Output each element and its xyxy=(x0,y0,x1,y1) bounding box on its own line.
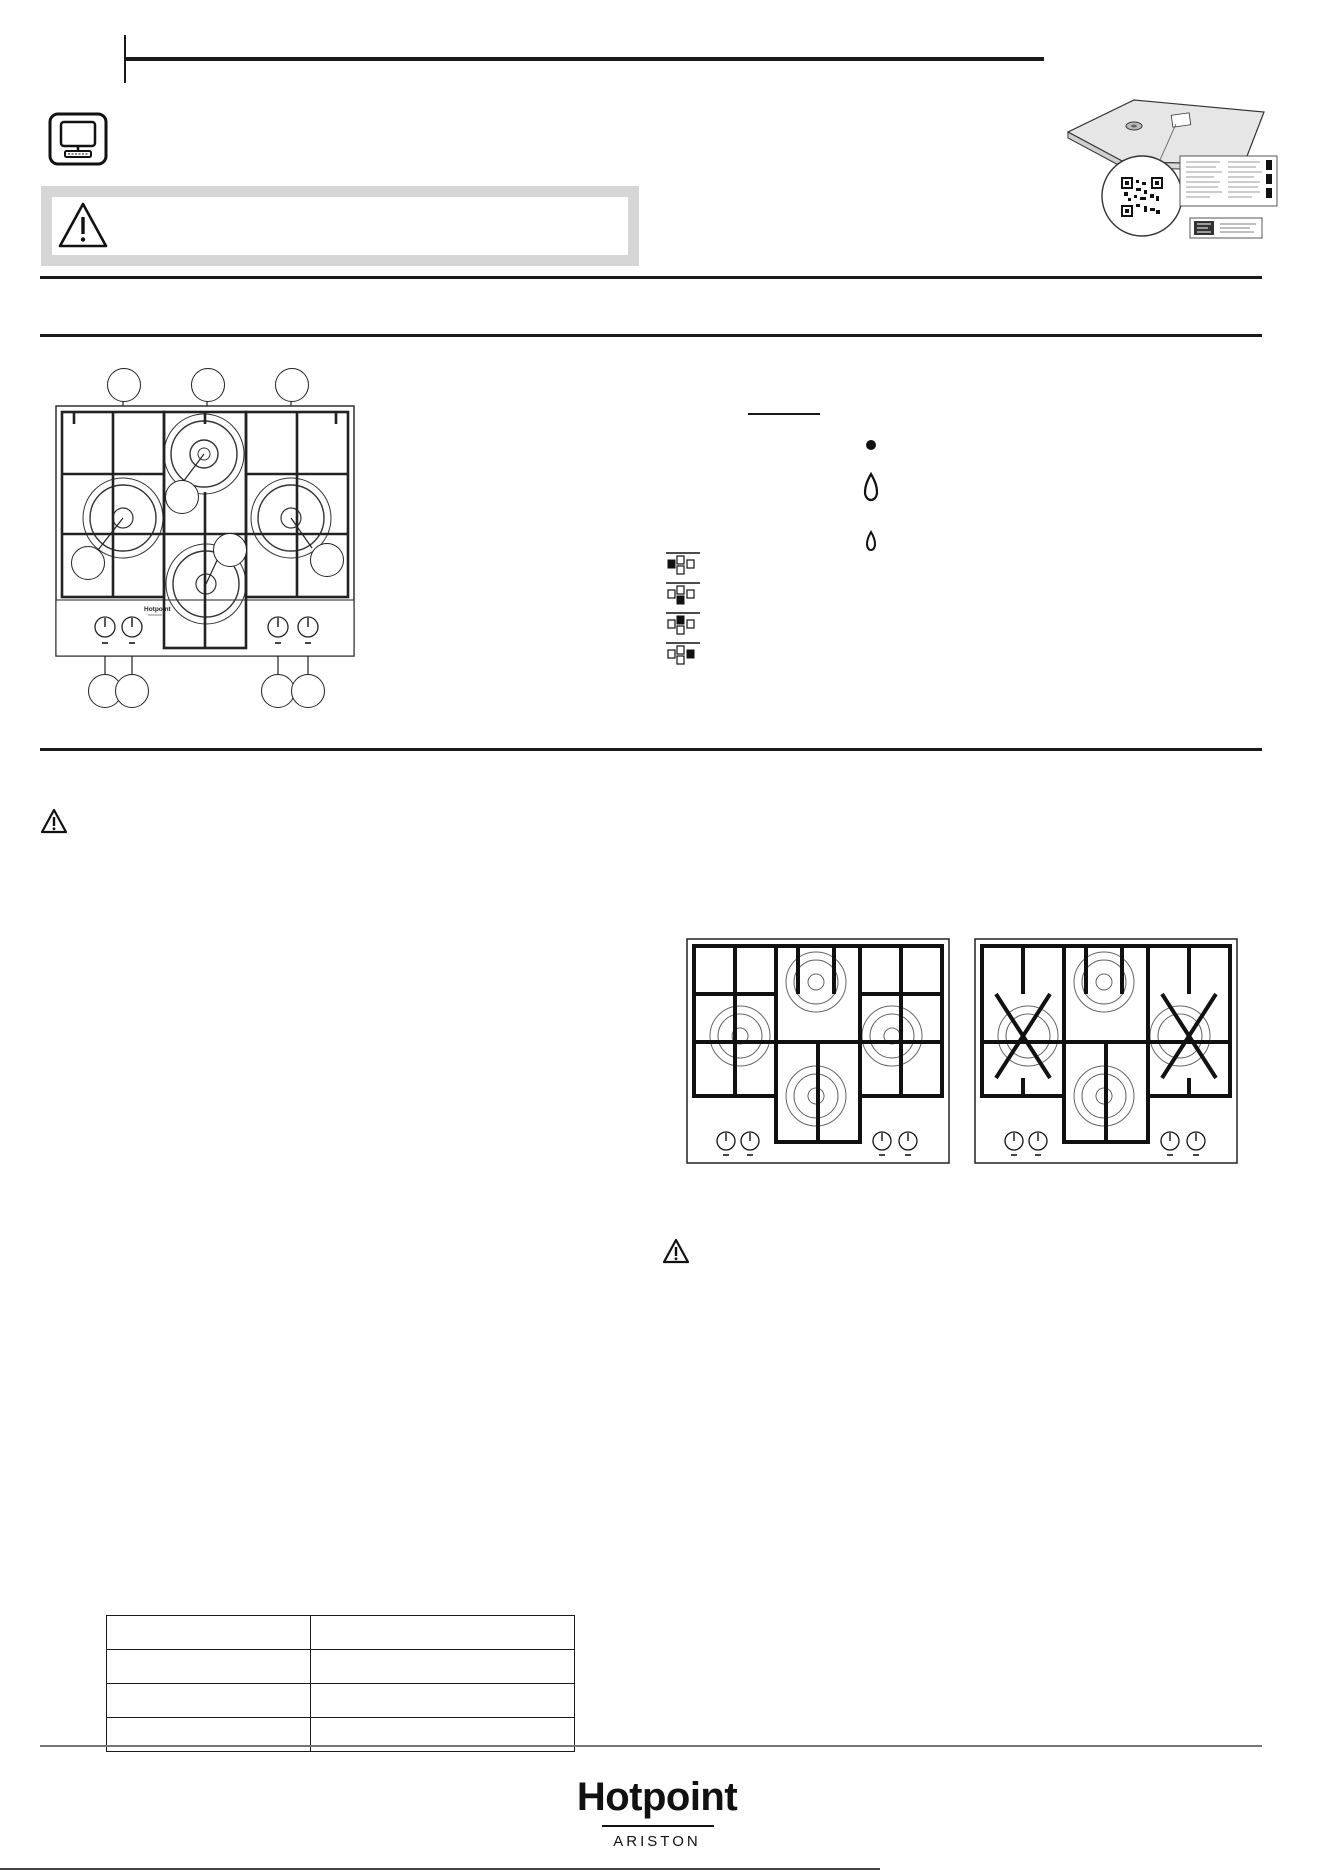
warning-triangle-icon xyxy=(57,200,109,250)
brand-logo: Hotpoint xyxy=(576,1775,738,1819)
section-rule-3 xyxy=(40,748,1262,751)
specification-table xyxy=(106,1615,575,1752)
warning-triangle-icon xyxy=(40,808,68,834)
table-cell xyxy=(107,1650,311,1684)
pan-support-correct-diagram xyxy=(686,938,950,1164)
section-rule-2 xyxy=(40,334,1262,337)
pan-support-incorrect-diagram xyxy=(974,938,1238,1164)
brand-logo-sub: ARISTON xyxy=(613,1833,701,1850)
table-cell xyxy=(107,1616,311,1650)
footer-rule xyxy=(40,1745,1262,1747)
safety-warning-box xyxy=(41,186,639,266)
legend-underline xyxy=(748,413,820,415)
bottom-edge-rule xyxy=(0,1868,880,1870)
monitor-icon xyxy=(48,112,108,166)
section-rule-1 xyxy=(40,276,1262,279)
flame-small-icon xyxy=(865,530,877,552)
table-row xyxy=(107,1650,575,1684)
table-cell xyxy=(311,1616,575,1650)
callout-circle xyxy=(291,674,325,708)
callout-circle xyxy=(115,674,149,708)
callout-circle xyxy=(107,368,141,402)
header-vertical-tick xyxy=(124,35,126,83)
warning-triangle-icon xyxy=(662,1238,690,1264)
knob-position-icon xyxy=(666,582,700,606)
callout-circle xyxy=(261,674,295,708)
callout-circle xyxy=(275,368,309,402)
hob-overview-diagram xyxy=(50,362,360,712)
flame-large-icon xyxy=(863,472,879,502)
header-rule xyxy=(124,57,1044,61)
callout-circle xyxy=(71,546,105,580)
knob-off-dot-icon xyxy=(864,438,878,452)
knob-position-icon xyxy=(666,642,700,666)
brand-logo-divider xyxy=(602,1825,714,1827)
table-row xyxy=(107,1684,575,1718)
table-cell xyxy=(311,1650,575,1684)
table-row xyxy=(107,1616,575,1650)
hob-logo-text: Hotpoint xyxy=(144,606,171,613)
knob-position-icon xyxy=(666,552,700,576)
table-cell xyxy=(311,1684,575,1718)
table-cell xyxy=(107,1684,311,1718)
callout-circle xyxy=(165,480,199,514)
callout-circle xyxy=(310,543,344,577)
callout-circle xyxy=(191,368,225,402)
callout-circle xyxy=(213,533,247,567)
knob-position-icon xyxy=(666,612,700,636)
rating-plate-illustration xyxy=(1064,92,1279,252)
